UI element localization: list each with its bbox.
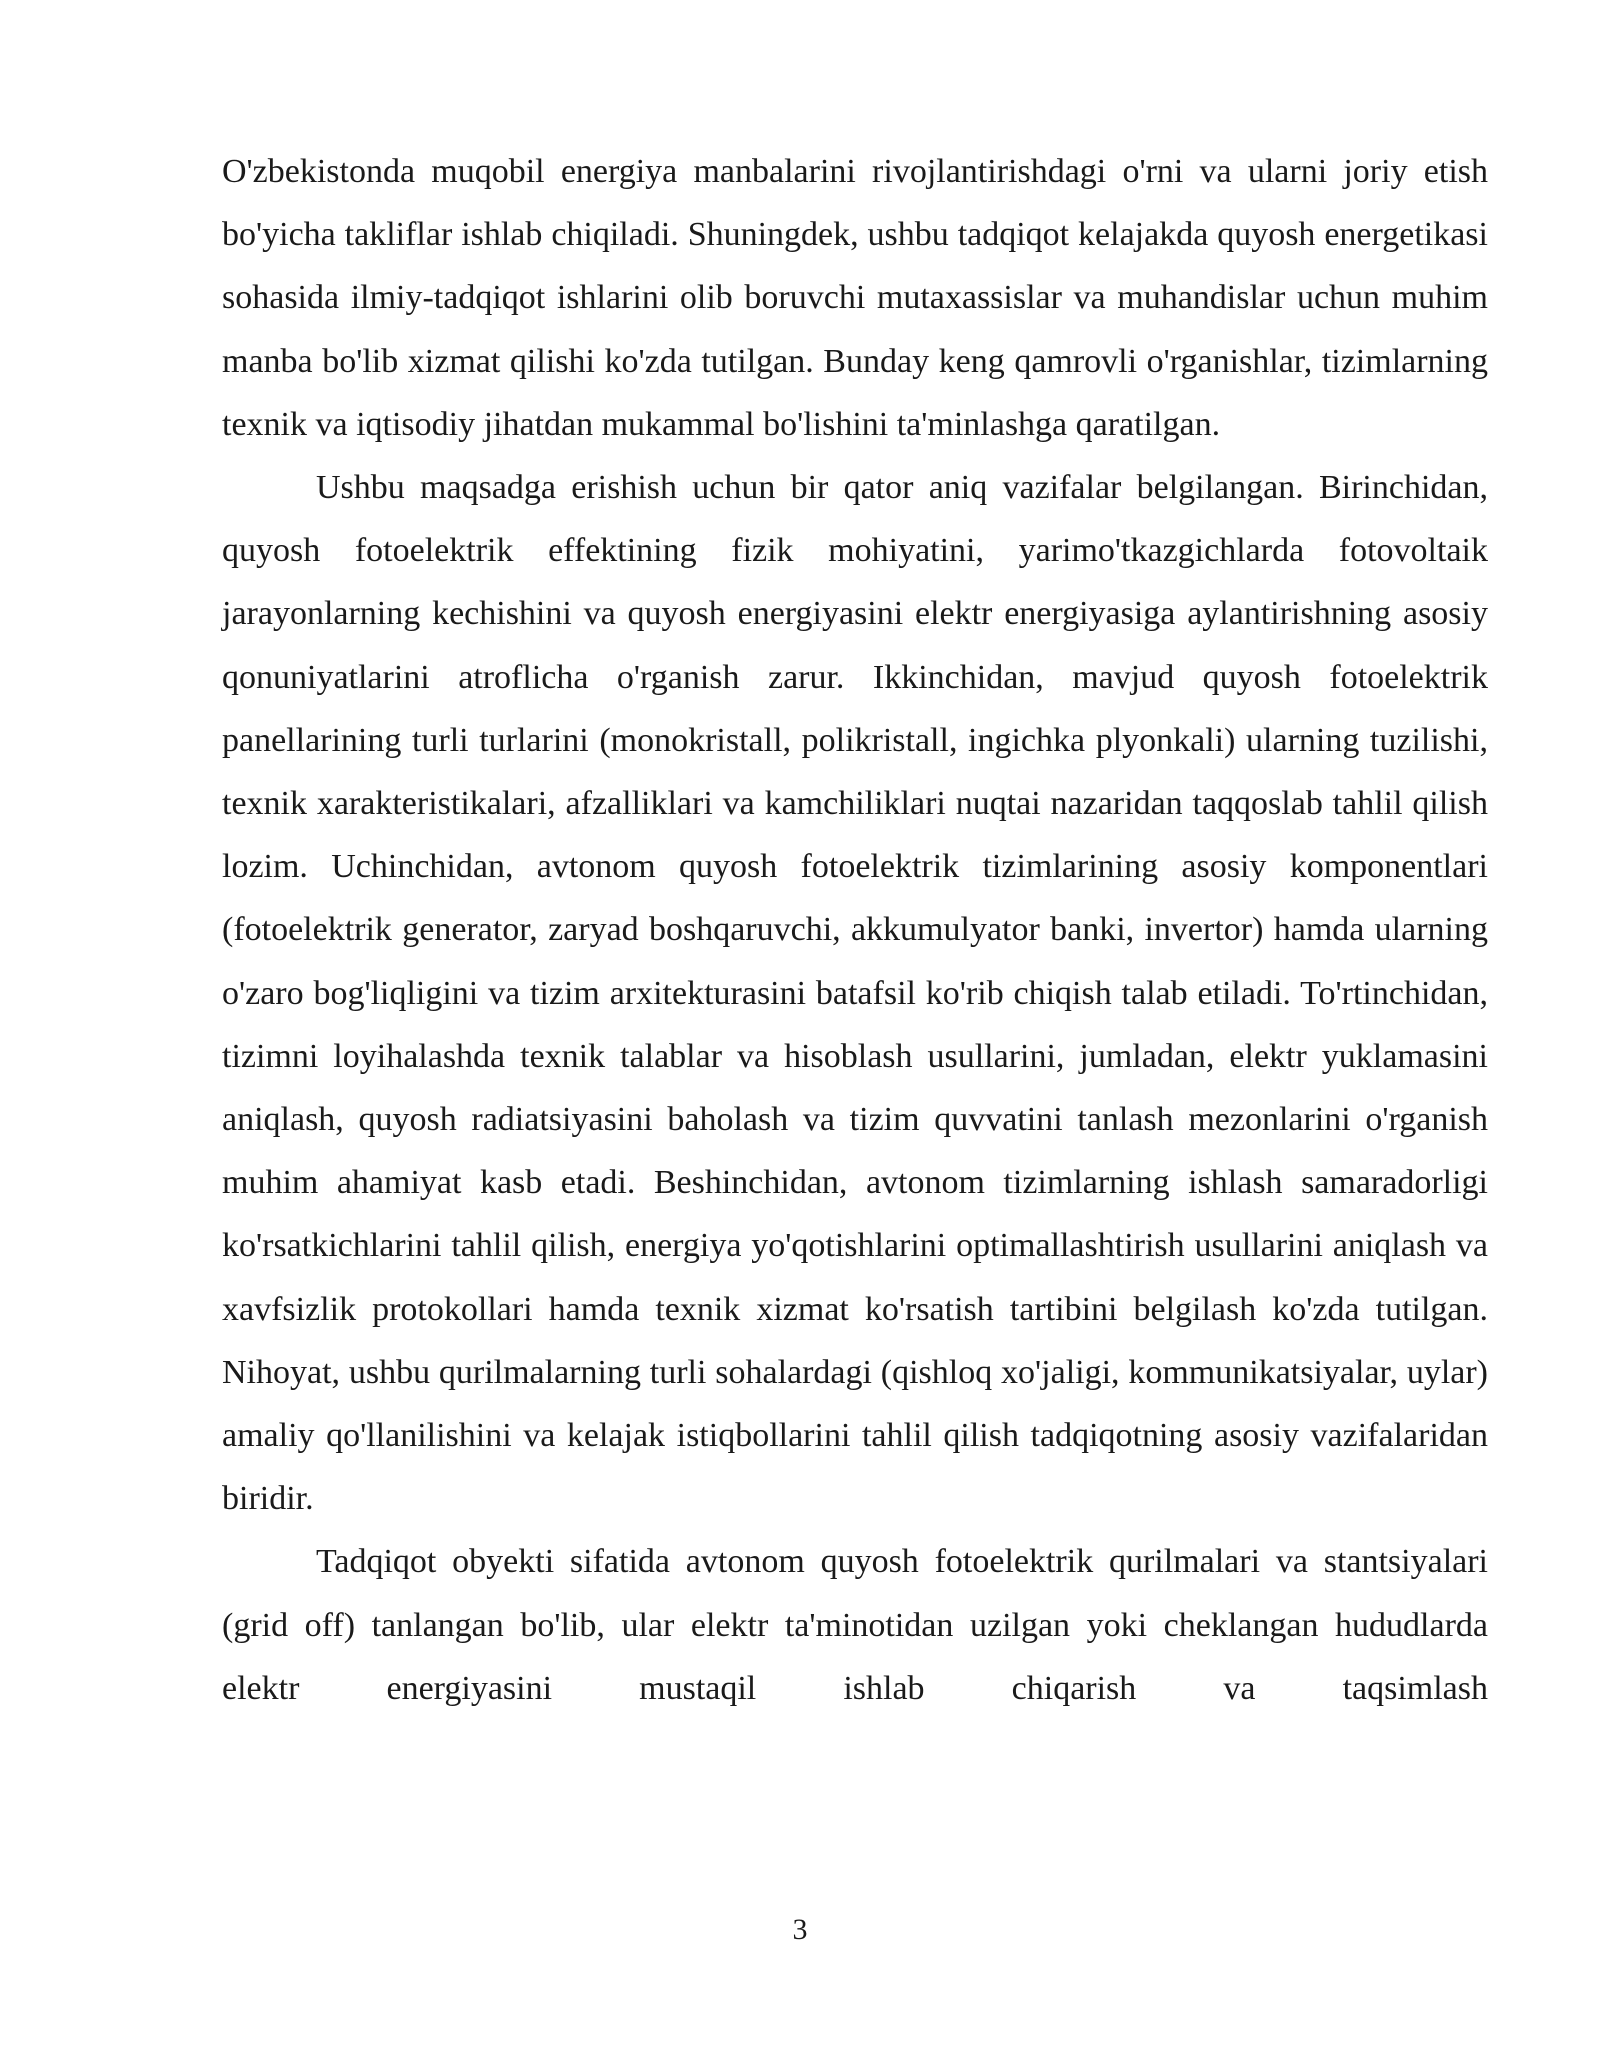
paragraph-1: O'zbekistonda muqobil energiya manbalarini rivojlantirishdagi o'rni va ularni joriy etish bo'yicha takliflar ishlab chiqiladi. Shuningdek, ushbu tadqiqot kelajakda quyosh energetikasi sohasida ilmiy-tadqiqot ishlarini olib boruvchi mutaxassislar va muhandislar uchun muhim manba bo'lib xizmat qilishi ko'zda tutilgan. Bunday keng qamrovli o'rganishlar, tizimlarning texnik va iqtisodiy jihatdan mukammal bo'lishini ta'minlashga qaratilgan. xyxy=(222,153,1488,443)
paragraph-2: Ushbu maqsadga erishish uchun bir qator aniq vazifalar belgilangan. Birinchidan, quyosh fotoelektrik effektining fizik mohiyatini, yarimo'tkazgichlarda fotovoltaik jarayonlarning kechishini va quyosh energiyasini elektr energiyasiga aylantirishning asosiy qonuniyatlarini atroflicha o'rganish zarur. Ikkinchidan, mavjud quyosh fotoelektrik panellarining turli turlarini (monokristall, polikristall, ingichka plyonkali) ularning tuzilishi, texnik xarakteristikalari, afzalliklari va kamchiliklari nuqtai nazaridan taqqoslab tahlil qilish lozim. Uchinchidan, avtonom quyosh fotoelektrik tizimlarining asosiy komponentlari (fotoelektrik generator, zaryad boshqaruvchi, akkumulyator banki, invertor) hamda ularning o'zaro bog'liqligini va tizim arxitekturasini batafsil ko'rib chiqish talab etiladi. To'rtinchidan, tizimni loyihalashda texnik talablar va hisoblash usullarini, jumladan, elektr yuklamasini aniqlash, quyosh radiatsiyasini baholash va tizim quvvatini tanlash mezonlarini o'rganish muhim ahamiyat kasb etadi. Beshinchidan, avtonom tizimlarning ishlash samaradorligi ko'rsatkichlarini tahlil qilish, energiya yo'qotishlarini optimallashtirish usullarini aniqlash va xavfsizlik protokollari hamda texnik xizmat ko'rsatish tartibini belgilash ko'zda tutilgan. Nihoyat, ushbu qurilmalarning turli sohalardagi (qishloq xo'jaligi, kommunikatsiyalar, uylar) amaliy qo'llanilishini va kelajak istiqbollarini tahlil qilish tadqiqotning asosiy vazifalaridan biridir. xyxy=(222,469,1488,1518)
document-page xyxy=(222,140,1488,1720)
page-number: 3 xyxy=(792,1913,808,1946)
paragraph-3: Tadqiqot obyekti sifatida avtonom quyosh fotoelektrik qurilmalari va stantsiyalari (grid off) tanlangan bo'lib, ular elektr ta'minotidan uzilgan yoki cheklangan hududlarda elektr energiyasini mustaqil ishlab chiqarish va taqsimlash xyxy=(222,1543,1488,1707)
